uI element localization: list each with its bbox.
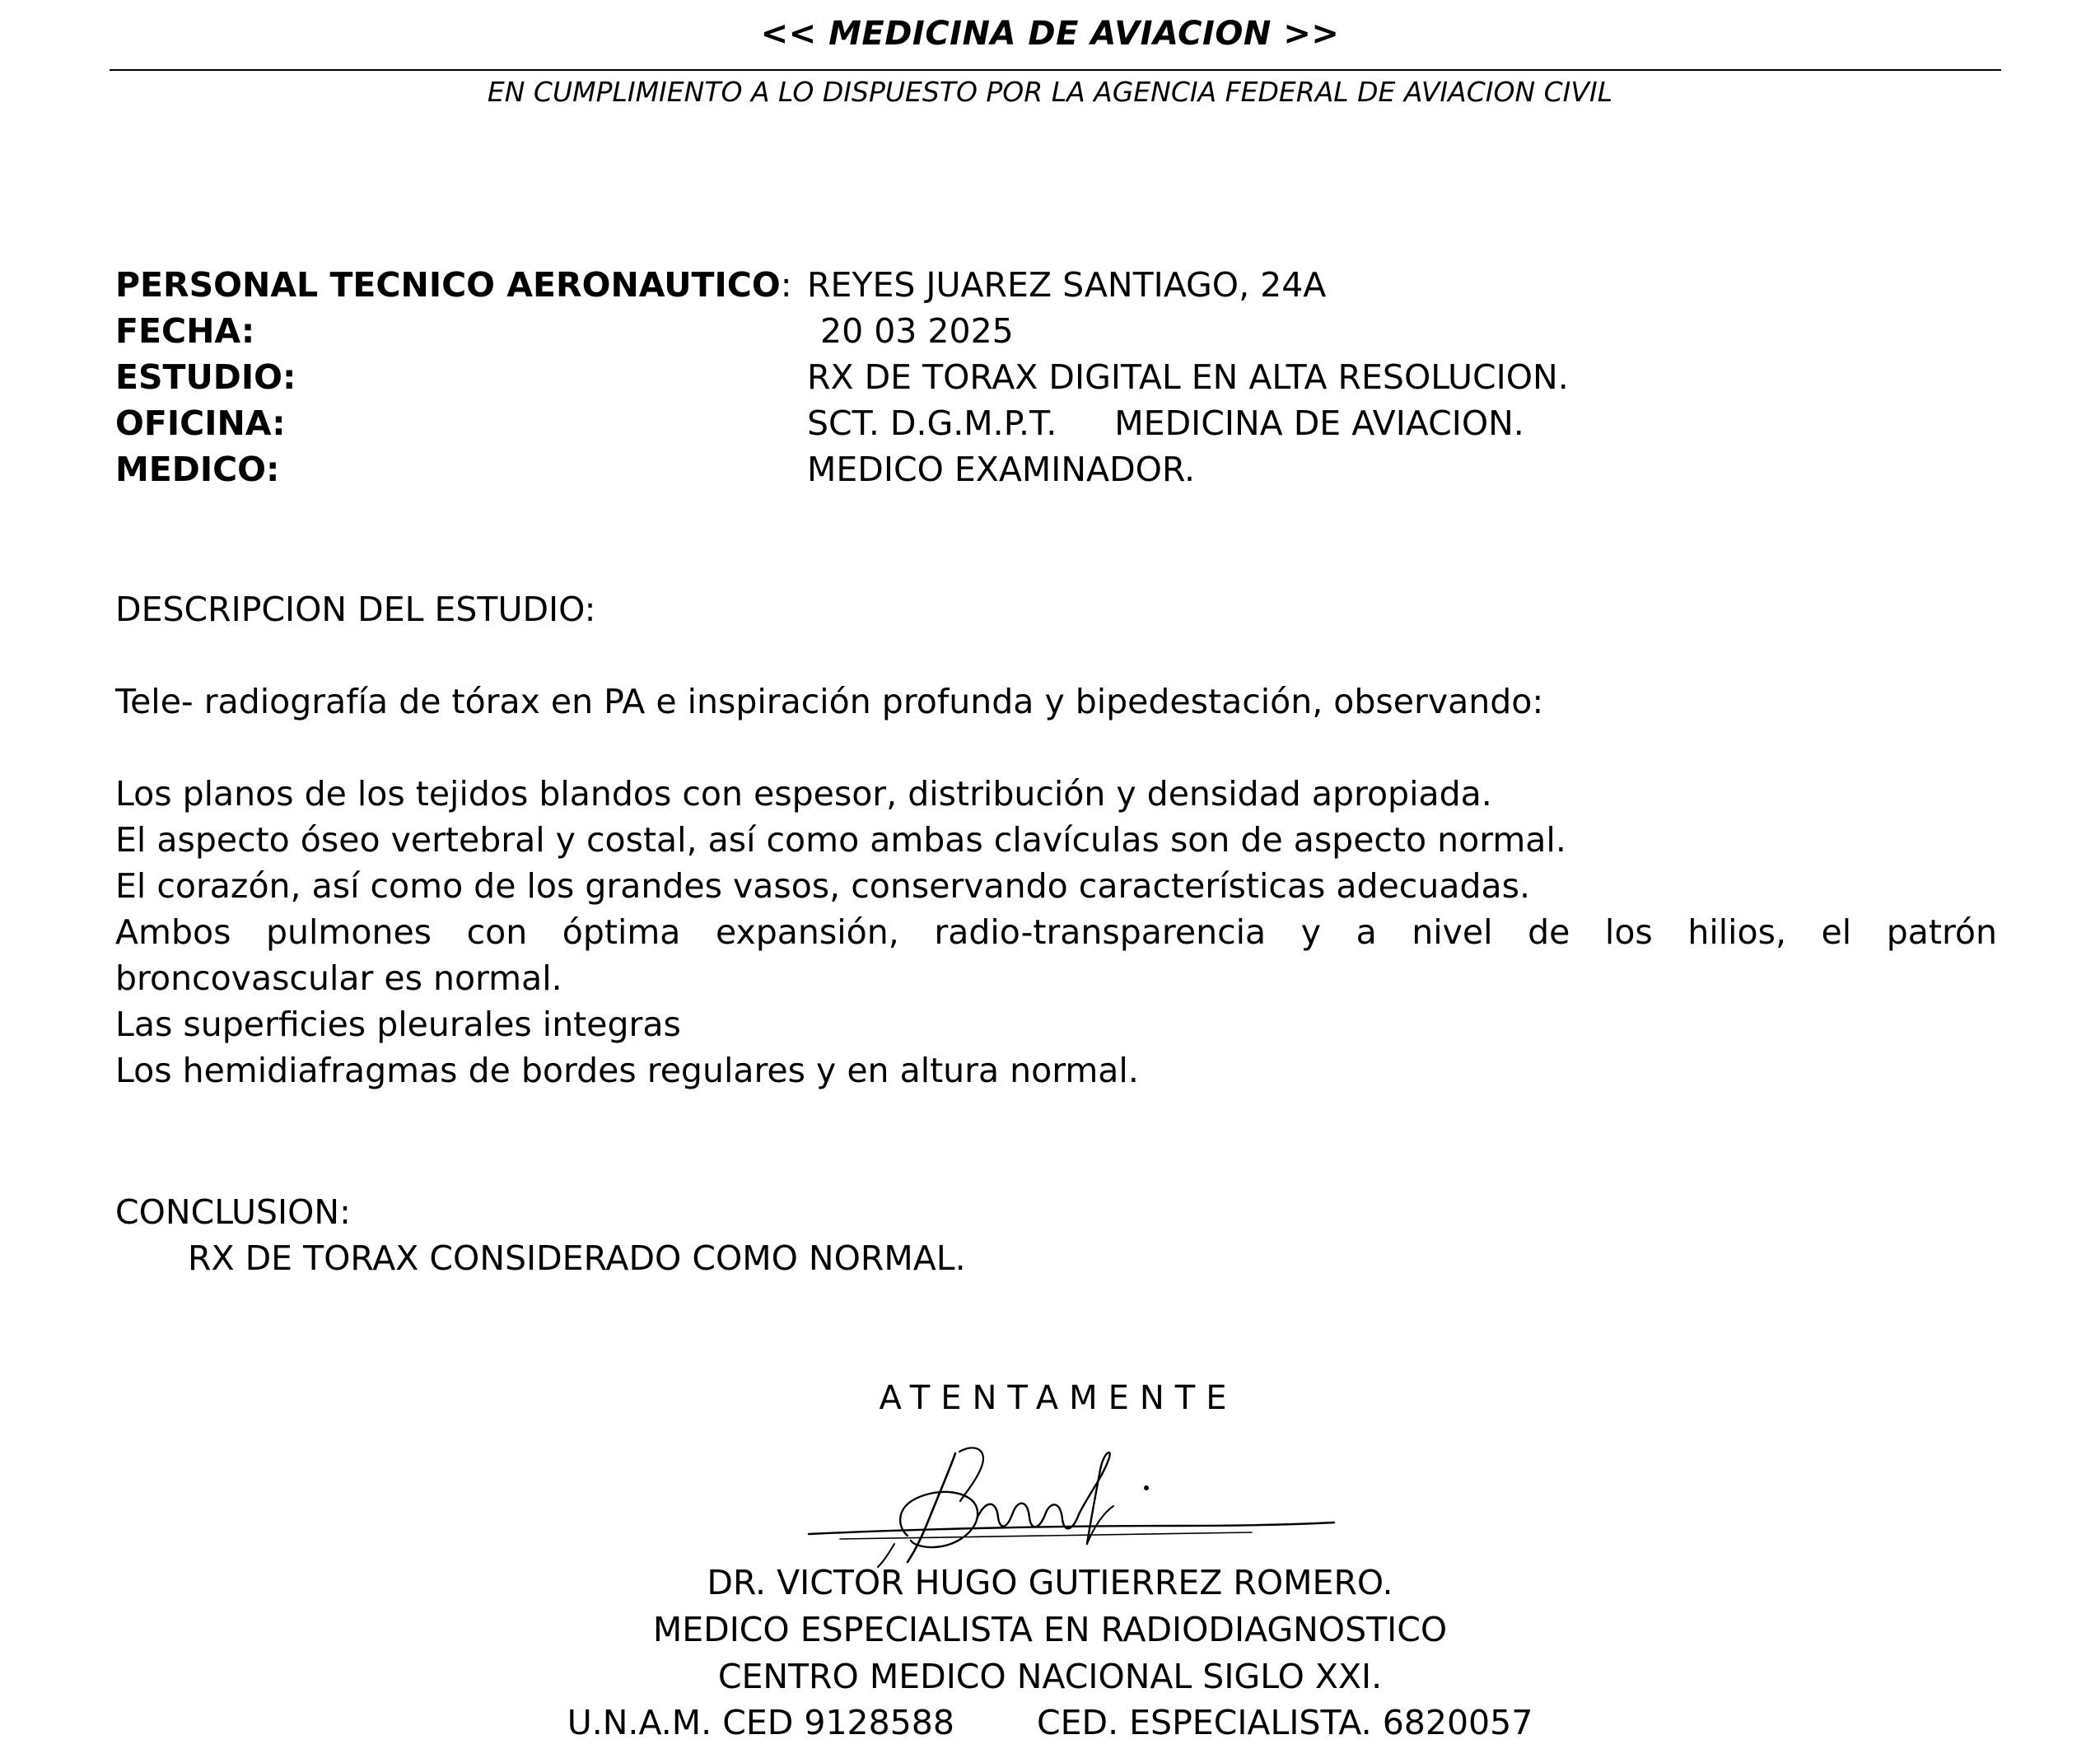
header-subtitle: EN CUMPLIMIENTO A LO DISPUESTO POR LA AGENCIA FEDERAL DE AVIACION CIVIL [487,76,1613,108]
doctor-institution: CENTRO MEDICO NACIONAL SIGLO XXI. [717,1657,1383,1696]
finding-line-2: El aspecto óseo vertebral y costal, así como ambas clavículas son de aspecto normal. [115,820,1566,860]
estudio-label: ESTUDIO: [115,357,296,397]
conclusion-value: RX DE TORAX CONSIDERADO COMO NORMAL. [188,1238,966,1278]
estudio-value: RX DE TORAX DIGITAL EN ALTA RESOLUCION. [807,357,1569,397]
medico-label: MEDICO: [115,450,280,489]
medico-value: MEDICO EXAMINADOR. [807,450,1195,489]
finding-line-6: Los hemidiafragmas de bordes regulares y en altura normal. [115,1051,1139,1090]
header-title: << MEDICINA DE AVIACION >> [760,15,1340,53]
fecha-value: 20 03 2025 [820,311,1014,351]
personal-value: REYES JUAREZ SANTIAGO, 24A [807,265,1327,305]
doctor-name: DR. VICTOR HUGO GUTIERREZ ROMERO. [707,1563,1393,1602]
finding-line-4a: Ambos pulmones con óptima expansión, radio-transparencia y a nivel de los hilios, el patrón [115,912,1997,952]
description-heading: DESCRIPCION DEL ESTUDIO: [115,590,596,629]
fecha-label: FECHA: [115,311,255,351]
oficina-value-2: MEDICINA DE AVIACION. [1114,403,1524,443]
oficina-value [807,402,1524,445]
finding-line-5: Las superficies pleurales integras [115,1005,681,1044]
ced-especialista: CED. ESPECIALISTA. 6820057 [1036,1703,1533,1742]
ced-unam: U.N.A.M. CED 9128588 [567,1703,954,1742]
closing-atentamente: ATENTAMENTE [879,1379,1238,1417]
conclusion-heading: CONCLUSION: [115,1192,351,1232]
finding-line-4b: broncovascular es normal. [115,958,562,998]
personal-label [115,263,792,306]
personal-label-text: PERSONAL TECNICO AERONAUTICO [115,265,781,305]
description-intro: Tele- radiografía de tórax en PA e inspiración profunda y bipedestación, observando: [115,682,1544,721]
signature-image [791,1420,1351,1569]
finding-line-1: Los planos de los tejidos blandos con espesor, distribución y densidad apropiada. [115,774,1492,814]
oficina-label: OFICINA: [115,403,286,443]
doctor-specialty: MEDICO ESPECIALISTA EN RADIODIAGNOSTICO [652,1610,1448,1649]
header-divider [110,69,2001,71]
oficina-value-1: SCT. D.G.M.P.T. [807,403,1057,443]
finding-line-3: El corazón, así como de los grandes vasos, conservando características adecuadas. [115,866,1530,906]
doctor-cedulas [0,1701,2100,1744]
personal-label-colon: : [780,265,792,305]
